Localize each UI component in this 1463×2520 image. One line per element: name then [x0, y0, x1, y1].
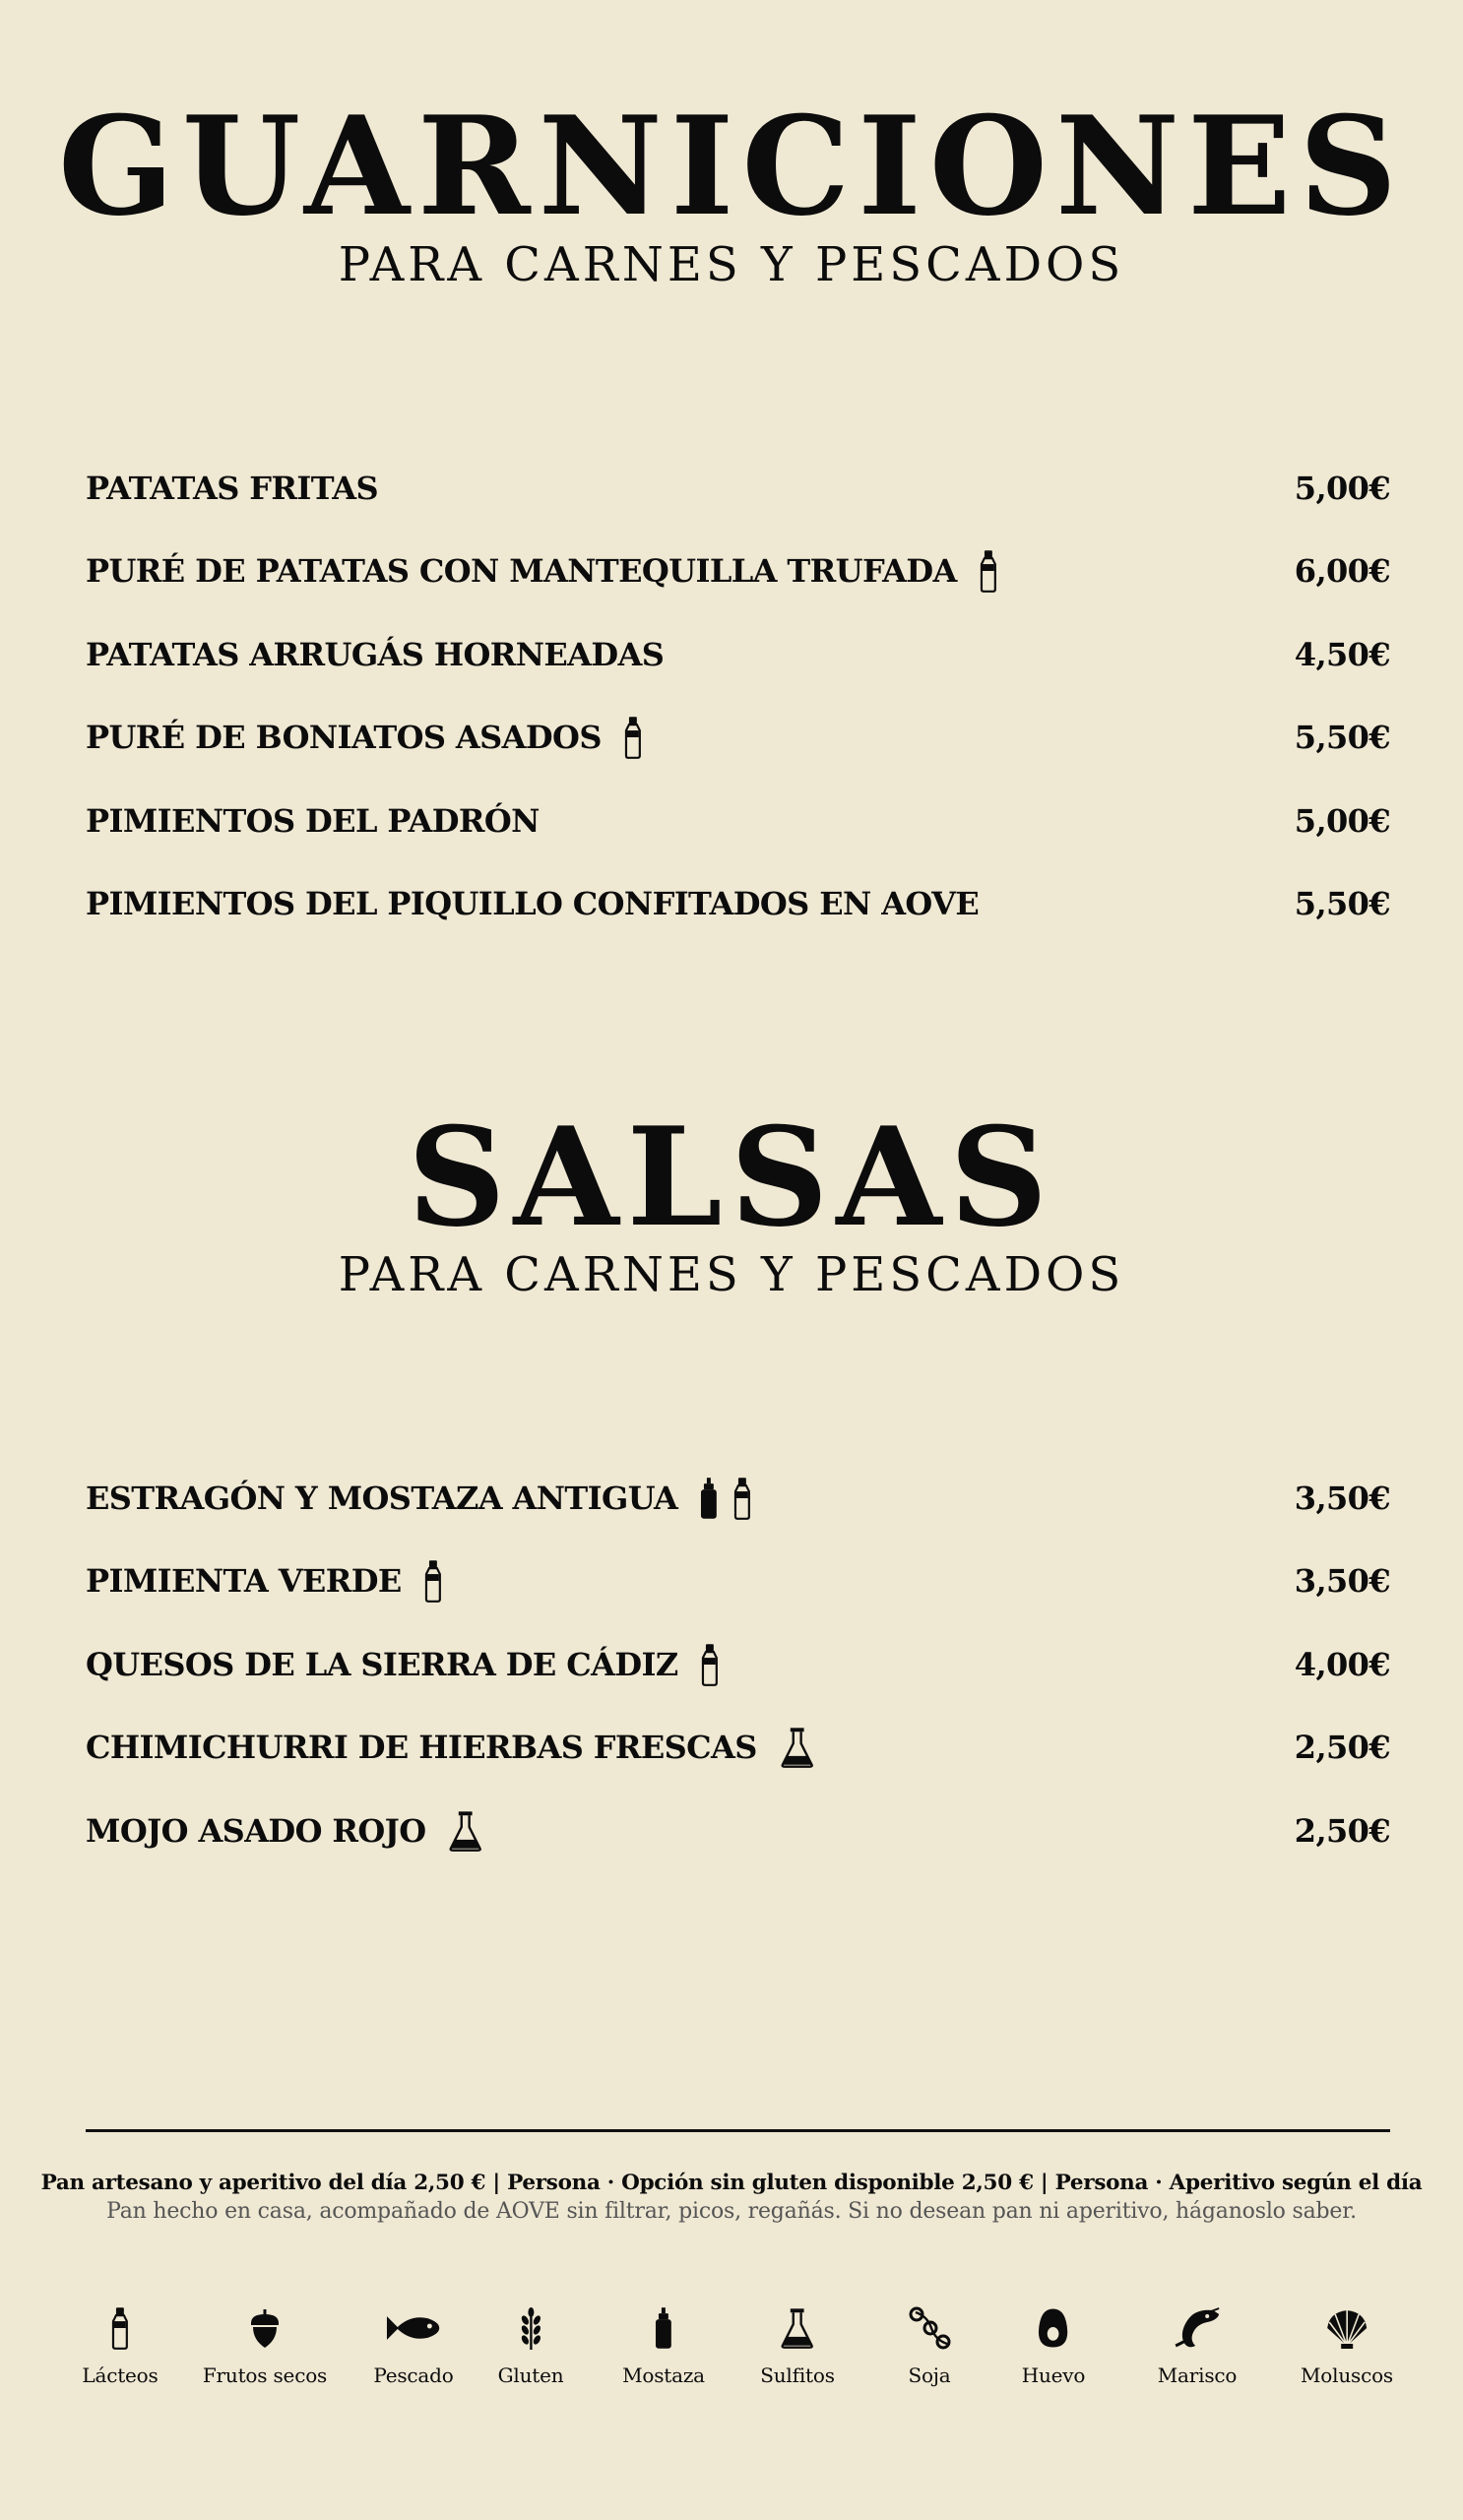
- legend-label: Frutos secos: [202, 2363, 328, 2387]
- menu-item-name: QUESOS DE LA SIERRA DE CÁDIZ: [86, 1645, 678, 1683]
- menu-item-price: 4,00€: [1294, 1645, 1390, 1683]
- frutos-secos-icon: [186, 2299, 344, 2358]
- menu-item: [86, 796, 1390, 846]
- menu-item-price: 4,50€: [1294, 635, 1390, 673]
- legend-label: Mostaza: [622, 2363, 705, 2387]
- menu-item: [86, 546, 1390, 596]
- legend-label: Huevo: [1021, 2363, 1086, 2387]
- bread-note: Pan artesano y aperitivo del día 2,50 € | Persona · Opción sin gluten disponible 2,50 € | Persona · Aperitivo según el día: [40, 2171, 1423, 2195]
- legend-item: [186, 2299, 344, 2387]
- legend-label: Sulfitos: [760, 2363, 835, 2387]
- menu-item-left: [86, 636, 664, 673]
- guarniciones-subtitle: PARA CARNES Y PESCADOS: [338, 237, 1125, 292]
- menu-item-price: 2,50€: [1294, 1811, 1390, 1850]
- legend-item: [1268, 2299, 1426, 2387]
- legend-item: [1118, 2299, 1276, 2387]
- legend-label: Marisco: [1157, 2363, 1238, 2387]
- legend-label: Soja: [908, 2363, 951, 2387]
- menu-item-name: PURÉ DE PATATAS CON MANTEQUILLA TRUFADA: [86, 552, 957, 591]
- salsas-subtitle: PARA CARNES Y PESCADOS: [338, 1247, 1125, 1302]
- menu-item-left: [86, 1726, 815, 1769]
- menu-item-left: [86, 1559, 442, 1603]
- menu-item-allergens: [979, 549, 998, 593]
- menu-item: [86, 1556, 1390, 1606]
- menu-item-allergens: [699, 1477, 752, 1520]
- menu-item-left: [86, 1477, 752, 1520]
- menu-item: [86, 1806, 1390, 1856]
- moluscos-icon: [1268, 2299, 1426, 2358]
- salsas-title: SALSAS: [407, 1097, 1056, 1257]
- legend-label: Gluten: [497, 2363, 564, 2387]
- menu-item: [86, 1474, 1390, 1523]
- legend-item: [975, 2299, 1132, 2387]
- menu-item-price: 5,50€: [1294, 719, 1390, 757]
- menu-item-name: PATATAS FRITAS: [86, 470, 378, 507]
- sulfitos-icon: [779, 1726, 815, 1769]
- menu-item-price: 6,00€: [1294, 552, 1390, 591]
- legend-label: Pescado: [373, 2363, 454, 2387]
- legend-item: [41, 2299, 199, 2387]
- sulfitos-icon: [447, 1809, 483, 1853]
- menu-item-left: [86, 885, 979, 922]
- legend-label: Moluscos: [1301, 2363, 1393, 2387]
- menu-item-left: [86, 1643, 719, 1686]
- menu-item: [86, 1640, 1390, 1689]
- menu-item-left: [86, 549, 998, 593]
- menu-item-price: 3,50€: [1294, 1480, 1390, 1517]
- menu-item-name: PIMIENTOS DEL PIQUILLO CONFITADOS EN AOVE: [86, 885, 980, 922]
- menu-item: [86, 464, 1390, 513]
- menu-item-price: 3,50€: [1294, 1562, 1390, 1601]
- guarniciones-title: GUARNICIONES: [58, 86, 1405, 246]
- menu-item-name: PIMIENTOS DEL PADRÓN: [86, 801, 540, 840]
- menu-item-left: [86, 1809, 484, 1853]
- menu-item: [86, 630, 1390, 679]
- marisco-icon: [1118, 2299, 1276, 2358]
- menu-item-price: 5,50€: [1294, 885, 1390, 922]
- bread-detail: Pan hecho en casa, acompañado de AOVE sin filtrar, picos, regañás. Si no desean pan ni aperitivo, háganoslo saber.: [106, 2199, 1357, 2224]
- lacteos-icon: [41, 2299, 199, 2358]
- menu-item-name: ESTRAGÓN Y MOSTAZA ANTIGUA: [86, 1480, 678, 1517]
- footer-divider: [86, 2129, 1390, 2132]
- lacteos-icon: [623, 716, 643, 759]
- menu-item-name: PURÉ DE BONIATOS ASADOS: [86, 719, 602, 757]
- menu-item: [86, 1723, 1390, 1772]
- lacteos-icon: [979, 549, 998, 593]
- menu-item-price: 2,50€: [1294, 1729, 1390, 1767]
- menu-item-price: 5,00€: [1294, 470, 1390, 507]
- menu-item-allergens: [623, 716, 643, 759]
- menu-item-left: [86, 470, 378, 507]
- lacteos-icon: [732, 1477, 752, 1520]
- menu-item: [86, 713, 1390, 762]
- menu-item: [86, 879, 1390, 928]
- menu-item-allergens: [447, 1809, 483, 1853]
- menu-item-allergens: [423, 1559, 443, 1603]
- legend-label: Lácteos: [82, 2363, 159, 2387]
- huevo-icon: [975, 2299, 1132, 2358]
- menu-item-allergens: [700, 1643, 720, 1686]
- lacteos-icon: [423, 1559, 443, 1603]
- menu-item-name: PIMIENTA VERDE: [86, 1562, 402, 1601]
- menu-item-allergens: [779, 1726, 815, 1769]
- menu-item-name: MOJO ASADO ROJO: [86, 1811, 426, 1850]
- lacteos-icon: [700, 1643, 720, 1686]
- menu-item-left: [86, 802, 540, 840]
- menu-item-left: [86, 716, 643, 759]
- mostaza-icon: [699, 1477, 719, 1520]
- menu-item-name: CHIMICHURRI DE HIERBAS FRESCAS: [86, 1729, 757, 1767]
- menu-item-price: 5,00€: [1294, 801, 1390, 840]
- menu-item-name: PATATAS ARRUGÁS HORNEADAS: [86, 635, 665, 673]
